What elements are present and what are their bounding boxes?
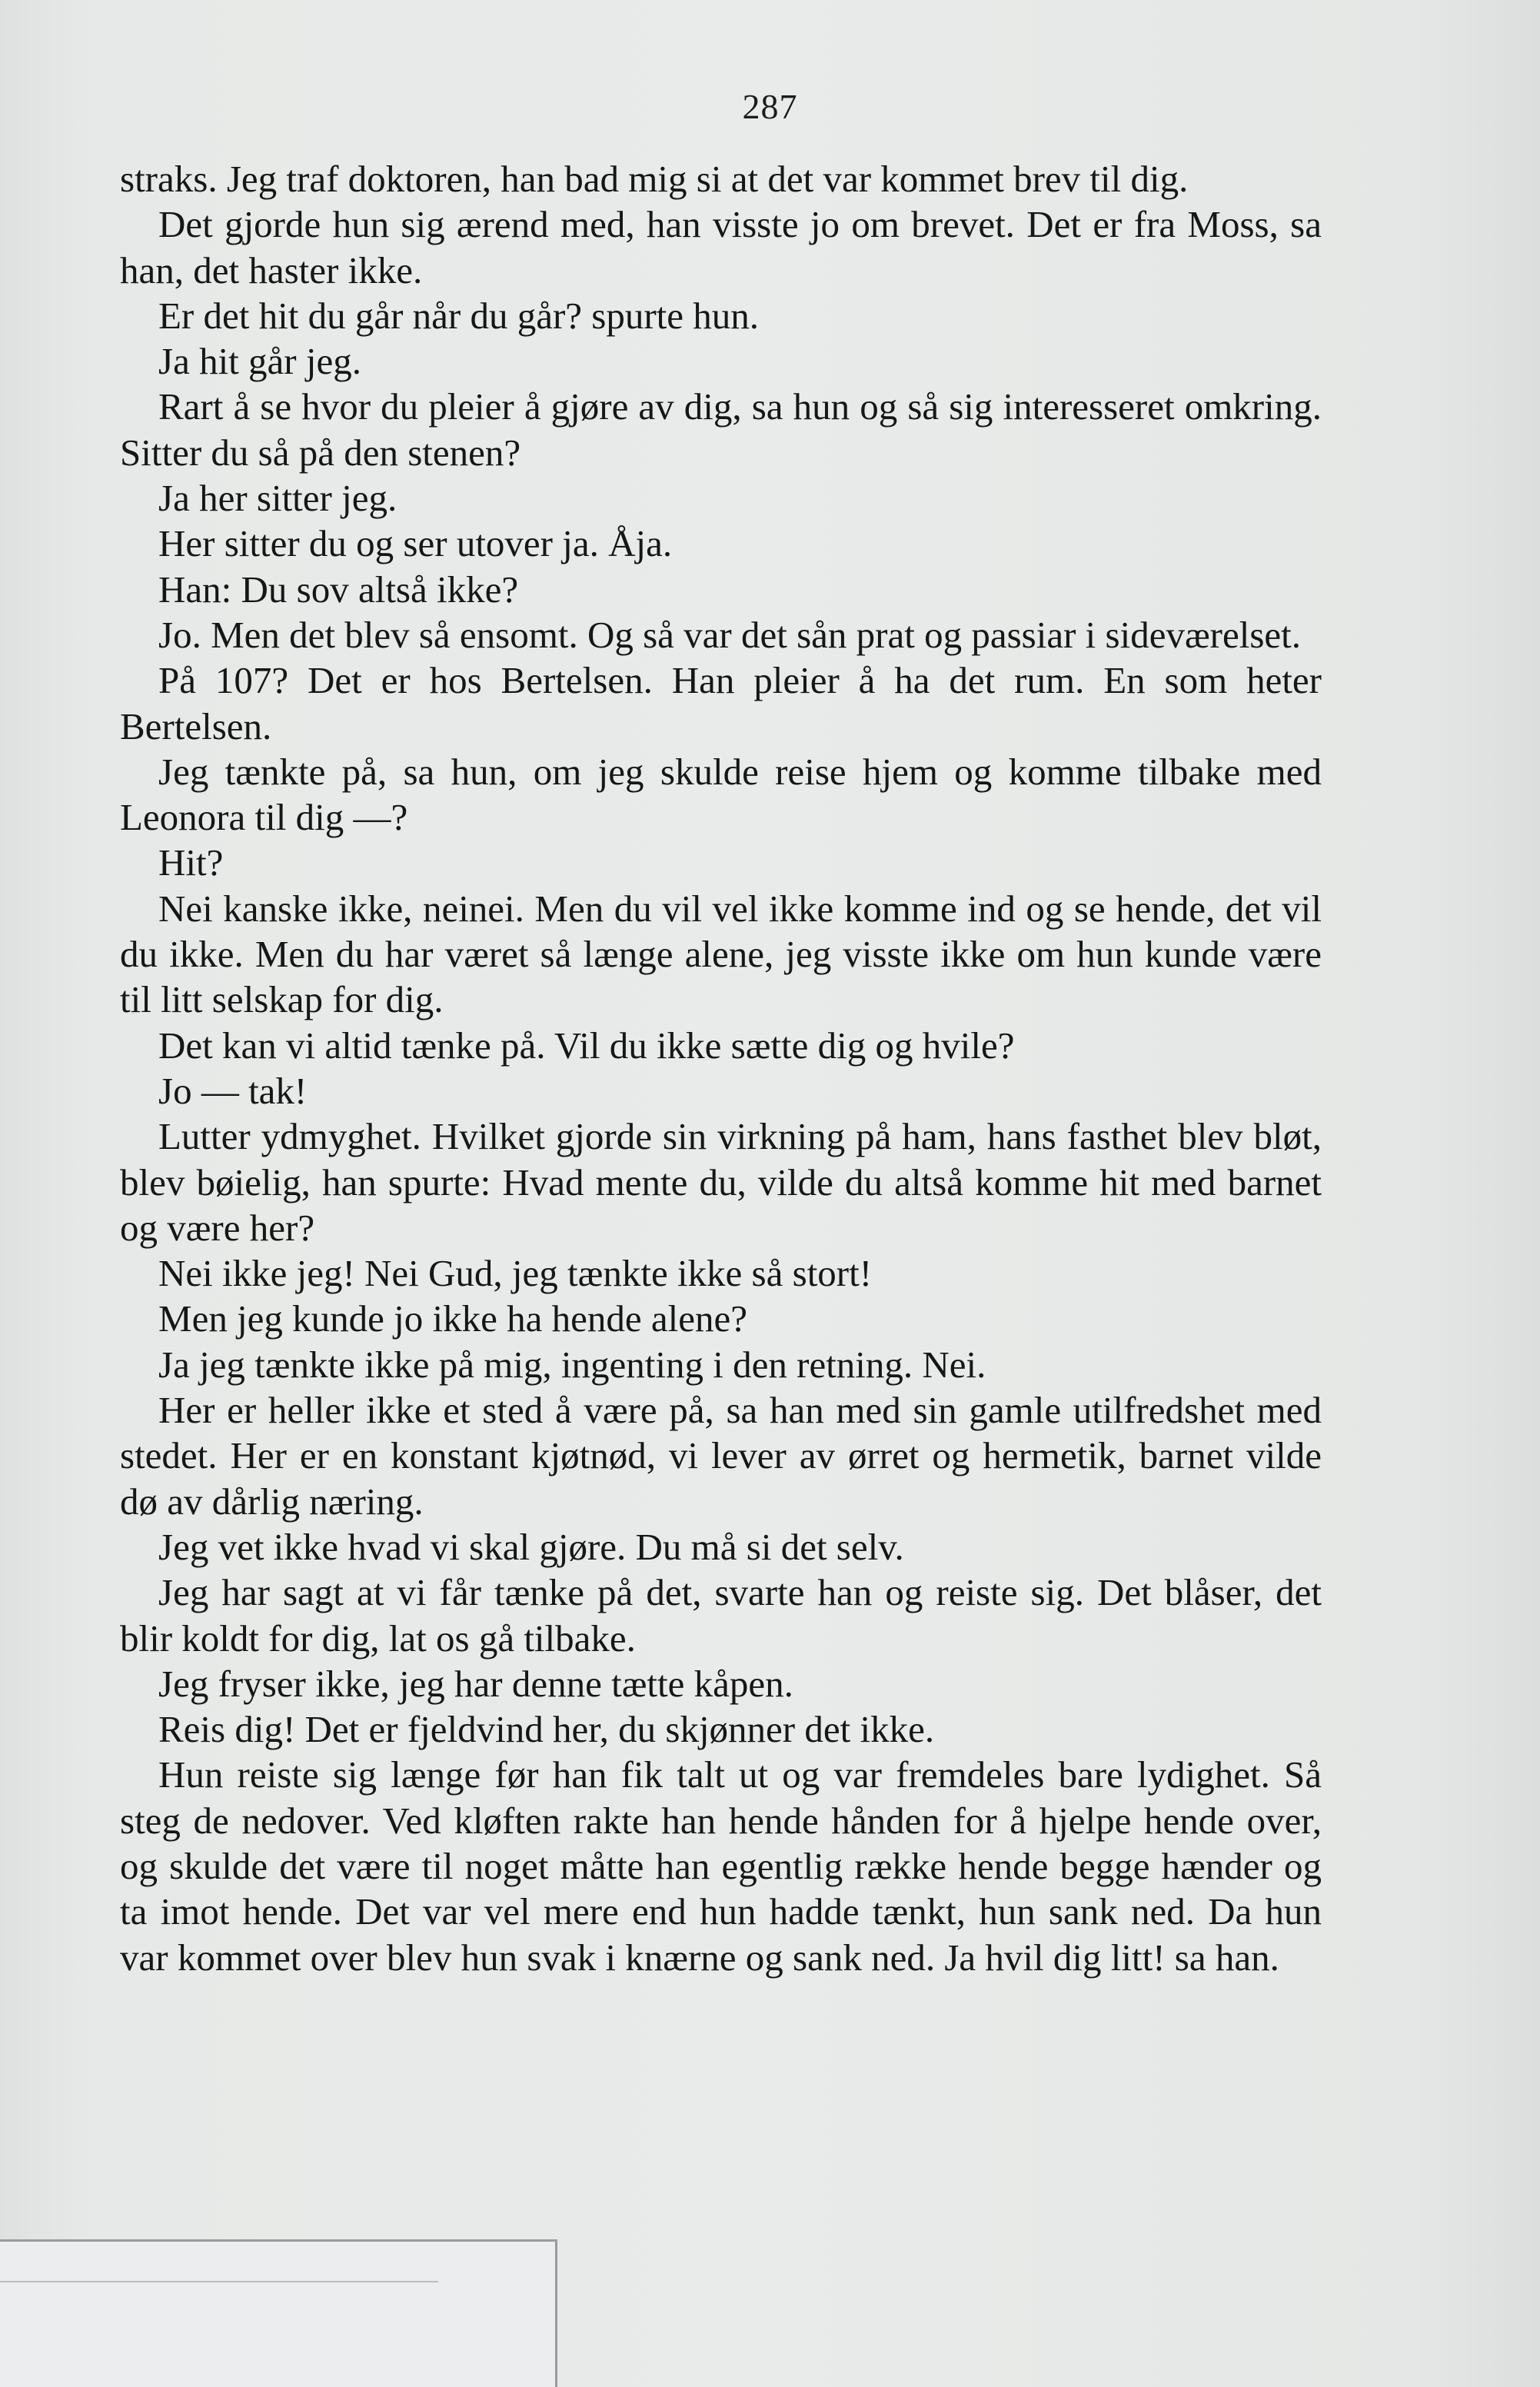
scan-corner-mark — [0, 2239, 557, 2387]
paragraph: Jeg tænkte på, sa hun, om jeg skulde reise hjem og komme tilbake med Leonora til dig —? — [120, 750, 1322, 839]
paragraph: Jeg har sagt at vi får tænke på det, svarte han og reiste sig. Det blåser, det blir koldt for dig, lat os gå tilbake. — [120, 1571, 1322, 1660]
paragraph: Jeg vet ikke hvad vi skal gjøre. Du må si det selv. — [158, 1525, 904, 1568]
page-number: 287 — [742, 87, 798, 126]
paragraph: Reis dig! Det er fjeldvind her, du skjønner det ikke. — [158, 1708, 935, 1751]
scan-corner-line — [0, 2281, 438, 2282]
paragraph: Ja hit går jeg. — [158, 340, 361, 383]
paragraph: Det gjorde hun sig ærend med, han visste jo om brevet. Det er fra Moss, sa han, det haster ikke. — [120, 203, 1322, 291]
paragraph: Her sitter du og ser utover ja. Åja. — [158, 522, 673, 565]
paragraph: Er det hit du går når du går? spurte hun. — [158, 294, 760, 337]
paragraph: Hit? — [158, 841, 224, 884]
paragraph: Men jeg kunde jo ikke ha hende alene? — [158, 1297, 748, 1340]
paragraph: Nei kanske ikke, neinei. Men du vil vel ikke komme ind og se hende, det vil du ikke. Men du har været så længe alene, jeg visste ikke om hun kunde være til litt selskap for dig. — [120, 887, 1322, 1021]
paragraph: Det kan vi altid tænke på. Vil du ikke sætte dig og hvile? — [158, 1024, 1015, 1067]
paragraph: Jo. Men det blev så ensomt. Og så var det sån prat og passiar i sideværelset. — [158, 613, 1302, 656]
paragraph: Jeg fryser ikke, jeg har denne tætte kåpen. — [158, 1662, 793, 1705]
paragraph: Hun reiste sig længe før han fik talt ut og var fremdeles bare lydighet. Så steg de nedover. Ved kløften rakte han hende hånden for å hjelpe hende over, og skulde det være til noget måtte han egentlig række hende begge hænder og ta imot hende. Det var vel mere end hun hadde tænkt, hun sank ned. Da hun var kommet over blev hun svak i knærne og sank ned. Ja hvil dig litt! sa han. — [120, 1753, 1322, 1979]
paragraph: Ja her sitter jeg. — [158, 477, 397, 520]
paragraph: Rart å se hvor du pleier å gjøre av dig, sa hun og så sig interesseret omkring. Sitter du så på den stenen? — [120, 385, 1322, 474]
paragraph: Lutter ydmyghet. Hvilket gjorde sin virkning på ham, hans fasthet blev bløt, blev bøielig, han spurte: Hvad mente du, vilde du altså komme hit med barnet og være her? — [120, 1115, 1322, 1249]
paragraph: Jo — tak! — [158, 1069, 308, 1112]
body-text — [120, 156, 1322, 1980]
paragraph: På 107? Det er hos Bertelsen. Han pleier å ha det rum. En som heter Bertelsen. — [120, 659, 1322, 747]
paragraph: Her er heller ikke et sted å være på, sa han med sin gamle utilfredshet med stedet. Her er en konstant kjøtnød, vi lever av ørret og hermetik, barnet vilde dø av dårlig næring. — [120, 1389, 1322, 1523]
paragraph: Nei ikke jeg! Nei Gud, jeg tænkte ikke så stort! — [158, 1252, 873, 1295]
paragraph: Han: Du sov altså ikke? — [158, 568, 519, 611]
paragraph: Ja jeg tænkte ikke på mig, ingenting i den retning. Nei. — [158, 1343, 986, 1386]
paragraph: straks. Jeg traf doktoren, han bad mig si at det var kommet brev til dig. — [120, 158, 1189, 200]
